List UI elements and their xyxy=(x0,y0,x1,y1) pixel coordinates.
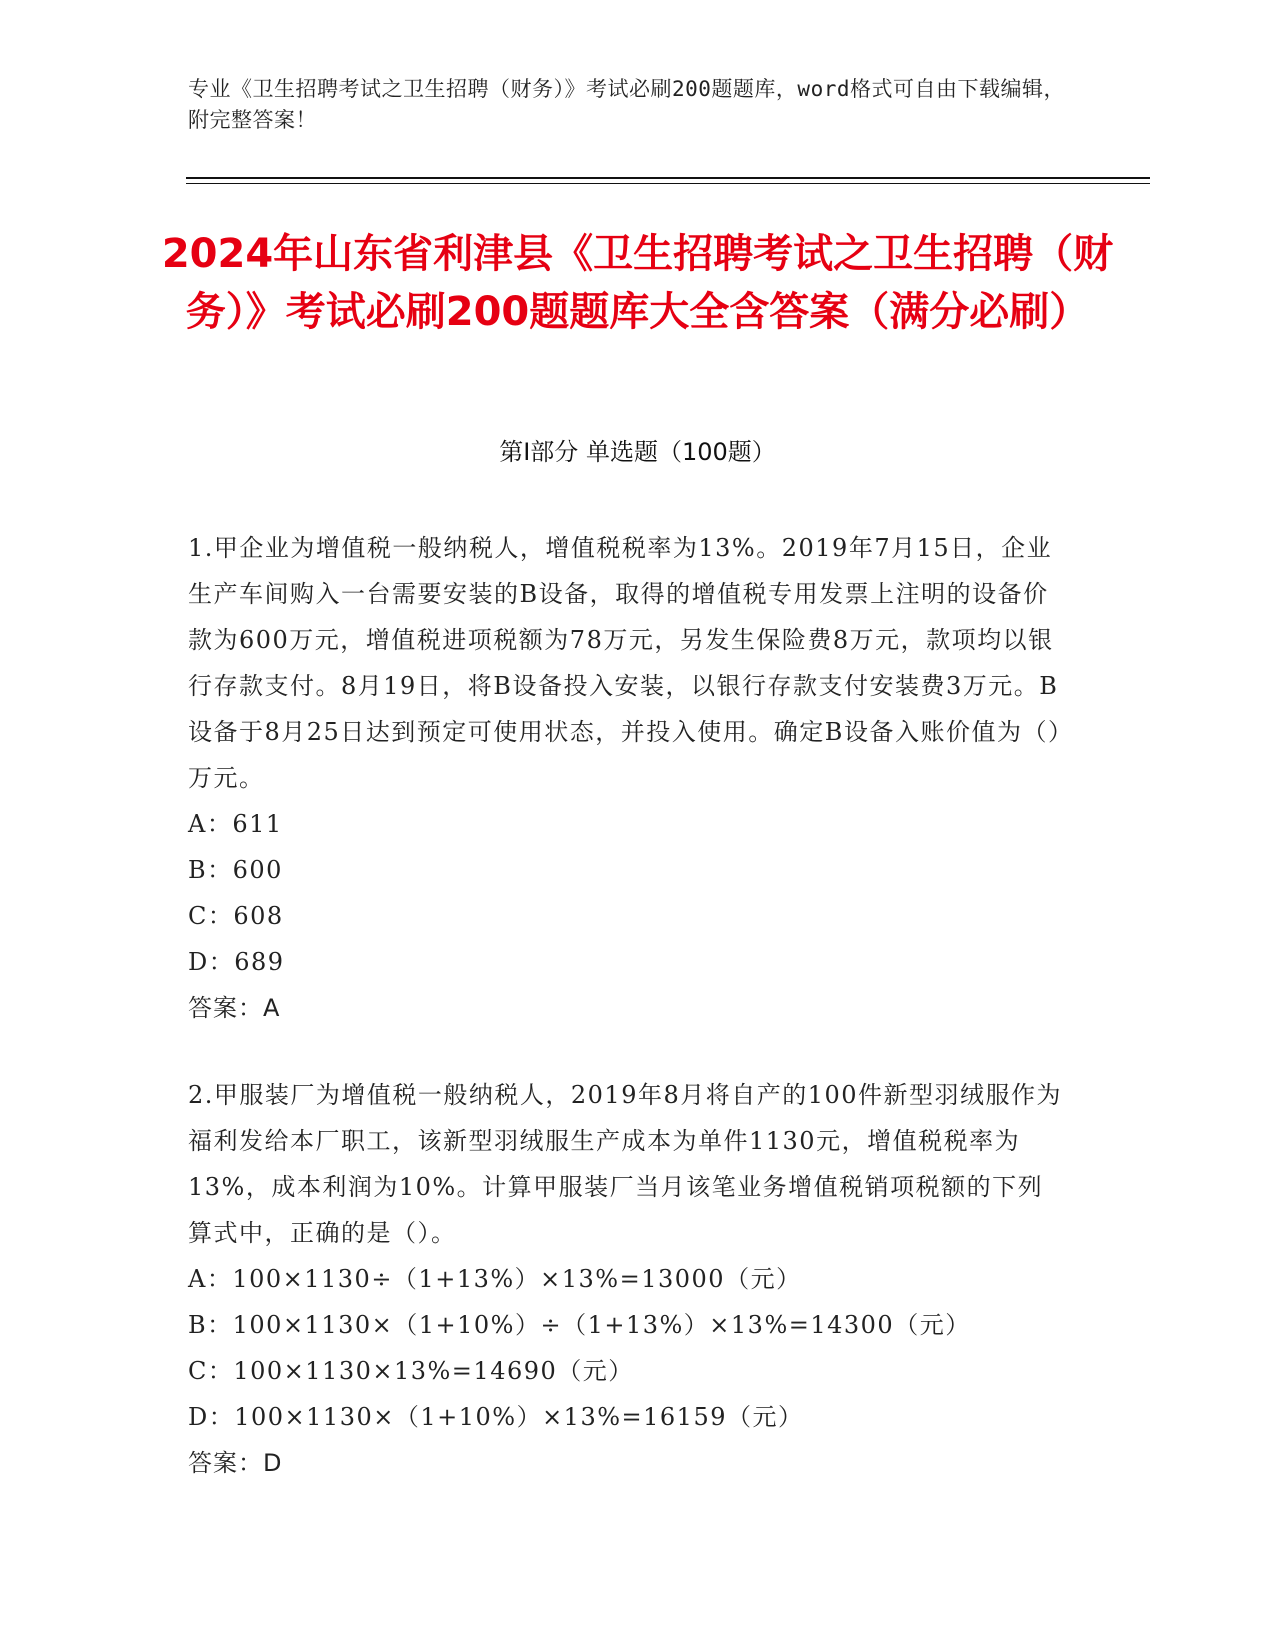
header-divider-thick xyxy=(186,177,1150,179)
question-block xyxy=(188,525,1068,1031)
option-c: C：100×1130×13%=14690（元） xyxy=(188,1357,634,1385)
option-a: A：100×1130÷（1+13%）×13%=13000（元） xyxy=(188,1265,802,1293)
option-c: C：608 xyxy=(188,902,284,930)
header-divider-thin xyxy=(186,183,1150,184)
option-d: D：689 xyxy=(188,948,285,976)
section-heading: 第Ⅰ部分 单选题（100题） xyxy=(499,438,776,466)
question-stem: 1.甲企业为增值税一般纳税人，增值税税率为13%。2019年7月15日，企业生产车间购入一台需要安装的B设备，取得的增值税专用发票上注明的设备价款为600万元，增值税进项税额为78万元，另发生保险费8万元，款项均以银行存款支付。8月19日，将B设备投入安装，以银行存款支付安装费3万元。B设备于8月25日达到预定可使用状态，并投入使用。确定B设备入账价值为（）万元。 xyxy=(188,534,1062,792)
answer-line: 答案：A xyxy=(188,994,281,1022)
answer-line: 答案：D xyxy=(188,1449,283,1477)
option-b: B：600 xyxy=(188,856,283,884)
header-note: 专业《卫生招聘考试之卫生招聘（财务）》考试必刷200题题库，word格式可自由下载编辑，附完整答案！ xyxy=(188,77,1065,132)
option-a: A：611 xyxy=(188,810,283,838)
option-d: D：100×1130×（1+10%）×13%=16159（元） xyxy=(188,1403,804,1431)
question-block xyxy=(188,1072,1068,1486)
question-stem: 2.甲服装厂为增值税一般纳税人，2019年8月将自产的100件新型羽绒服作为福利发给本厂职工，该新型羽绒服生产成本为单件1130元，增值税税率为13%，成本利润为10%。计算甲服装厂当月该笔业务增值税销项税额的下列算式中，正确的是（）。 xyxy=(188,1081,1063,1247)
option-b: B：100×1130×（1+10%）÷（1+13%）×13%=14300（元） xyxy=(188,1311,971,1339)
document-title: 2024年山东省利津县《卫生招聘考试之卫生招聘（财务）》考试必刷200题题库大全含答案（满分必刷） xyxy=(161,231,1114,335)
